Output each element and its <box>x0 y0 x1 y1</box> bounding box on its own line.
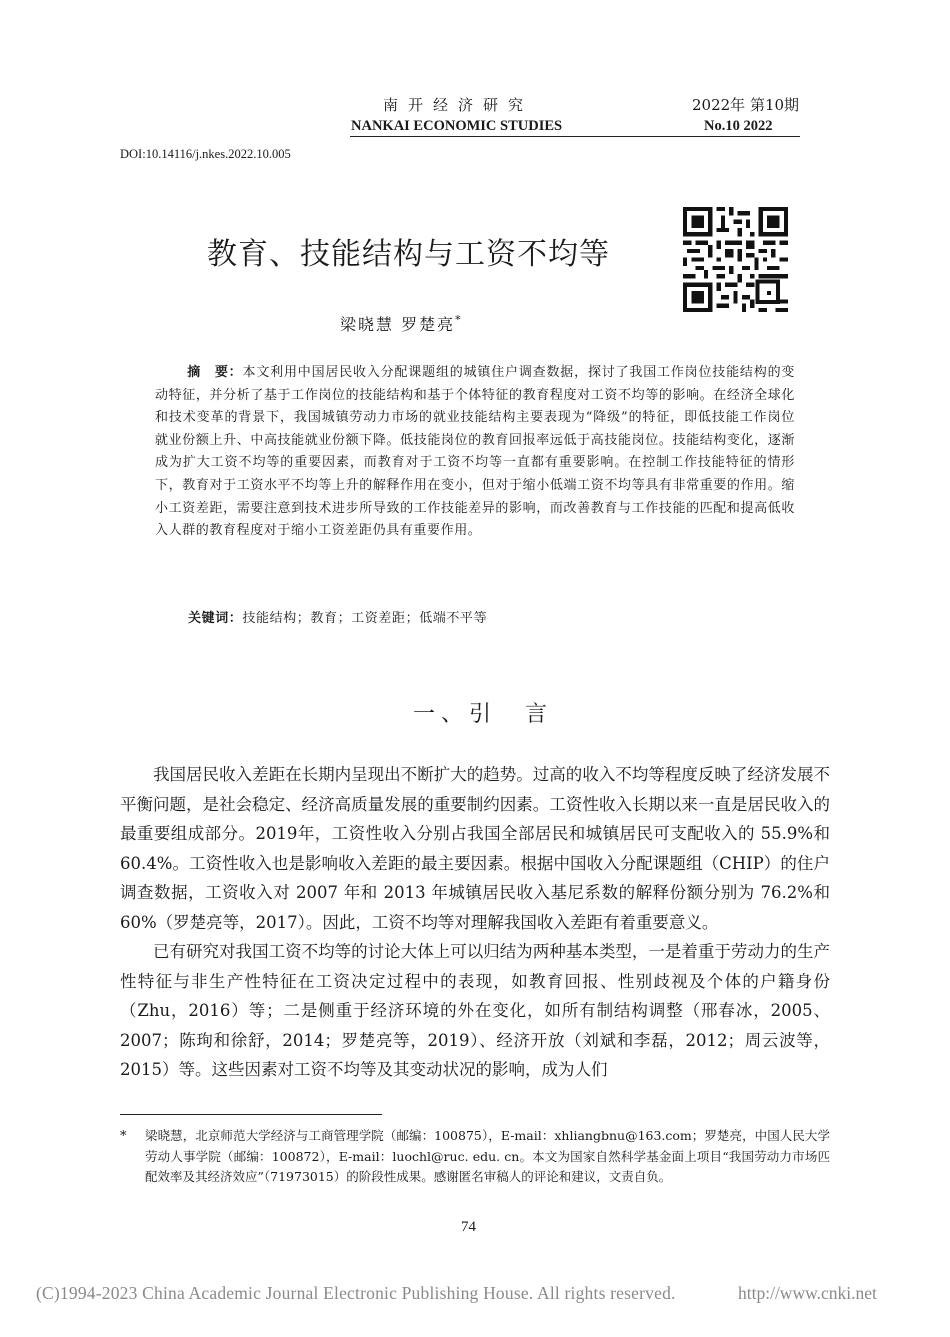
doi: DOI:10.14116/j.nkes.2022.10.005 <box>120 147 291 161</box>
abstract-label: 摘 要： <box>187 365 243 380</box>
journal-name-cn: 南开经济研究 <box>383 96 534 114</box>
section-title: 一、引 言 <box>413 702 554 727</box>
author-names: 梁晓慧 罗楚亮 <box>340 315 456 334</box>
cnki-link[interactable]: http://www.cnki.net <box>738 1283 877 1303</box>
abstract-text: 本文利用中国居民收入分配课题组的城镇住户调查数据，探讨了我国工作岗位技能结构的变动特征，并分析了基于工作岗位的技能结构和基于个体特征的教育程度对工资不均等的影响。在经济全球化和技术变革的背景下，我国城镇劳动力市场的就业技能结构主要表现为“降级”的特征，即低技能工作岗位就业份额上升、中高技能就业份额下降。低技能岗位的教育回报率远低于高技能岗位。技能结构变化，逐渐成为扩大工资不均等的重要因素，而教育对于工资不均等一直都有重要影响。在控制工作技能特征的情形下，教育对于工资水平不均等上升的解释作用在变小，但对于缩小低端工资不均等具有非常重要的作用。缩小工资差距，需要注意到技术进步所导致的工作技能差异的影响，而改善教育与工作技能的匹配和提高低收入人群的教育程度对于缩小工资差距仍具有重要作用。 <box>155 365 795 539</box>
paragraph: 已有研究对我国工资不均等的讨论大体上可以归结为两种基本类型，一是着重于劳动力的生产性特征与非生产性特征在工资决定过程中的表现，如教育回报、性别歧视及个体的户籍身份（Zhu，2016）等；二是侧重于经济环境的外在变化，如所有制结构调整（邢春冰，2005、2007；陈珣和徐舒，2014；罗楚亮等，2019）、经济开放（刘斌和李磊，2012；周云波等，2015）等。这些因素对工资不均等及其变动状况的影响，成为人们 <box>120 942 830 1079</box>
page-number: 74 <box>461 1219 476 1235</box>
keywords-text: 技能结构；教育；工资差距；低端不平等 <box>242 611 488 626</box>
issue-cn: 2022年 第10期 <box>692 96 800 114</box>
header-rule <box>350 136 800 137</box>
keywords-label: 关键词： <box>188 611 243 626</box>
paragraph: 我国居民收入差距在长期内呈现出不断扩大的趋势。过高的收入不均等程度反映了经济发展不平衡问题，是社会稳定、经济高质量发展的重要制约因素。工资性收入长期以来一直是居民收入的最重要组成部分。2019年，工资性收入分别占我国全部居民和城镇居民可支配收入的 55.9%和 60.4%。工资性收入也是影响收入差距的最主要因素。根据中国收入分配课题组（CHIP）的住户调查数据，工资收入对 2007 年和 2013 年城镇居民收入基尼系数的解释份额分别为 76.2%和 60%（罗楚亮等，2017）。因此，工资不均等对理解我国收入差距有着重要意义。 <box>120 765 830 932</box>
abstract <box>155 362 795 543</box>
keywords <box>188 608 487 630</box>
issue-en: No.10 2022 <box>704 118 773 134</box>
article-title: 教育、技能结构与工资不均等 <box>207 237 610 272</box>
qr-code-icon <box>683 207 788 312</box>
author-footnote-mark: * <box>455 313 463 327</box>
footnote-rule <box>120 1114 382 1115</box>
authors <box>340 312 463 335</box>
footnote: 梁晓慧，北京师范大学经济与工商管理学院（邮编：100875），E-mail：xhliangbnu@163.com；罗楚亮，中国人民大学劳动人事学院（邮编：100872），E-mail：luochl@ruc. edu. cn。本文为国家自然科学基金面上项目“我国劳动力市场匹配效率及其经济效应”（71973015）的阶段性成果。感谢匿名审稿人的评论和建议，文责自负。 <box>145 1128 830 1184</box>
footnote-mark: * <box>120 1129 127 1144</box>
copyright: (C)1994-2023 China Academic Journal Electronic Publishing House. All rights reserved. <box>36 1283 676 1303</box>
body-text <box>120 760 830 1085</box>
journal-name-en: NANKAI ECONOMIC STUDIES <box>351 118 563 134</box>
